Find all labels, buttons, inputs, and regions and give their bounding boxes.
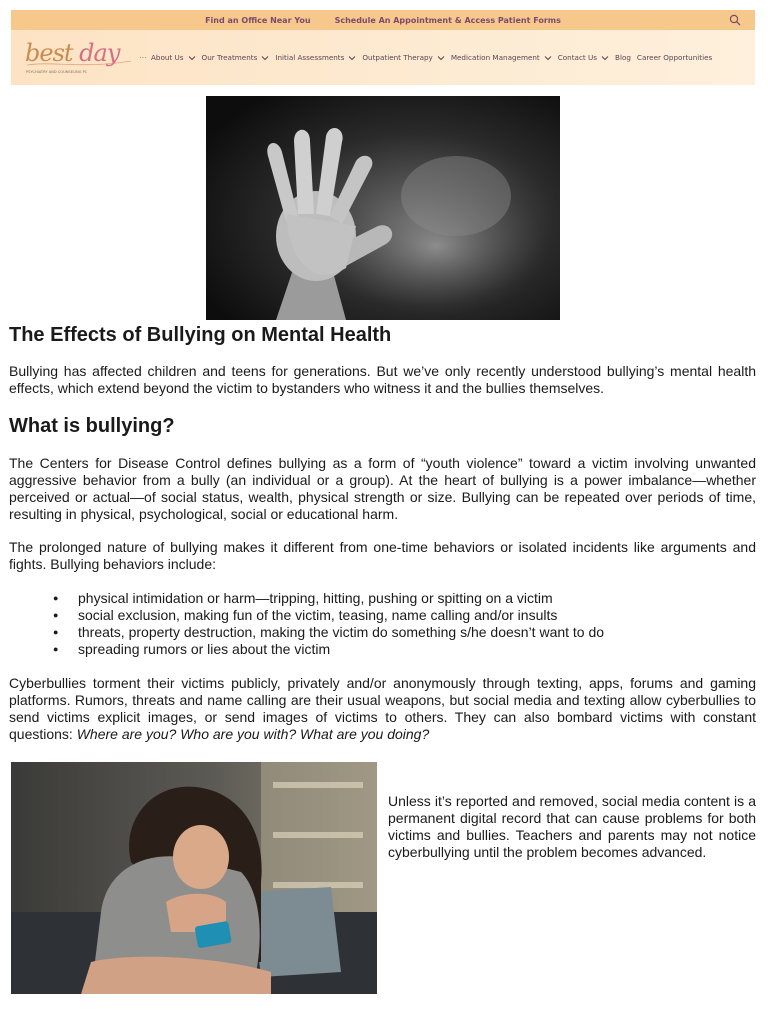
nav-label: About Us [151,53,184,62]
logo-word-day: day [79,38,120,67]
list-item: ● spreading rumors or lies about the victim [9,641,756,658]
nav-label: Career Opportunities [636,53,713,62]
bullying-behaviors-list [9,590,756,658]
article-title: The Effects of Bullying on Mental Health [9,324,392,346]
chevron-down-icon [544,55,552,61]
crying-girl-photo [11,762,377,994]
chevron-down-icon [601,55,609,61]
chevron-down-icon [188,55,196,61]
top-bar [11,10,755,30]
nav-label: Initial Assessments [275,53,345,62]
nav-item-our-treatments[interactable] [202,53,270,62]
nav-item-blog[interactable] [615,53,631,62]
nav-item-contact-us[interactable] [558,53,609,62]
stop-hand-photo [206,96,560,320]
nav-label: Our Treatments [201,53,258,62]
menu-dots-icon[interactable]: ··· [139,53,147,62]
nav-label: Contact Us [557,53,598,62]
nav-label: Medication Management [450,53,540,62]
nav-label: Blog [615,53,631,62]
nav-item-career-opportunities[interactable] [637,53,712,62]
search-icon[interactable] [729,14,741,26]
logo-word-best: best [25,38,73,67]
list-item: ● threats, property destruction, making the victim do something s/he doesn’t want to do [9,624,756,641]
cdc-definition-paragraph: The Centers for Disease Control defines bullying as a form of “youth violence” toward a victim involving unwanted aggressive behavior from a bully (an individual or a group). At the heart of bullying is a power imbalance—whether perceived or actual—of social status, wealth, physical strength or size. Bullying can be repeated over periods of time, resulting in physical, psychological, social or educational harm. [9,455,756,522]
schedule-appointment-link[interactable]: Schedule An Appointment & Access Patient Forms [334,15,561,25]
nav-item-outpatient-therapy[interactable] [362,53,444,62]
nav-label: Outpatient Therapy [362,53,433,62]
cyberbullies-questions: Where are you? Who are you with? What are you doing? [76,726,430,742]
best-day-logo[interactable] [23,35,135,81]
prolonged-nature-paragraph: The prolonged nature of bullying makes it different from one-time behaviors or isolated incidents like arguments and fights. Bullying behaviors include: [9,539,756,572]
digital-record-paragraph: Unless it’s reported and removed, social media content is a permanent digital record that can cause problems for both victims and bullies. Teachers and parents may not notice cyberbullying until the problem becomes advanced. [388,793,756,860]
chevron-down-icon [348,55,356,61]
nav-item-about-us[interactable] [151,53,196,62]
logo-wordmark [25,39,119,67]
list-item: ● social exclusion, making fun of the victim, teasing, name calling and/or insults [9,607,756,624]
main-nav-bar [11,30,755,85]
logo-subtext: PSYCHIATRY AND COUNSELING PC [26,69,88,74]
chevron-down-icon [437,55,445,61]
intro-paragraph: Bullying has affected children and teens for generations. But we’ve only recently understood bullying’s mental health effects, which extend beyond the victim to bystanders who witness it and the bullies themselves. [9,363,756,396]
find-office-link[interactable]: Find an Office Near You [205,15,311,25]
cyberbullies-text: Cyberbullies torment their victims publicly, privately and/or anonymously through texting, apps, forums and gaming platforms. Rumors, threats and name calling are their usual weapons, but social media and texting allow cyberbullies to send victims explicit images, or send images of victims to others. They can also bombard victims with constant questions: [9,675,756,742]
site-header [11,10,755,85]
cyberbullies-paragraph [9,675,756,743]
girl-with-phone-image [11,762,377,994]
nav-item-medication-management[interactable] [451,53,552,62]
chevron-down-icon [261,55,269,61]
section-heading-what-is-bullying: What is bullying? [9,415,175,437]
primary-navigation [139,53,718,62]
list-item: ● physical intimidation or harm—tripping, hitting, pushing or spitting on a victim [9,590,756,607]
nav-item-initial-assessments[interactable] [275,53,356,62]
hero-image-stop-hand [206,96,560,320]
